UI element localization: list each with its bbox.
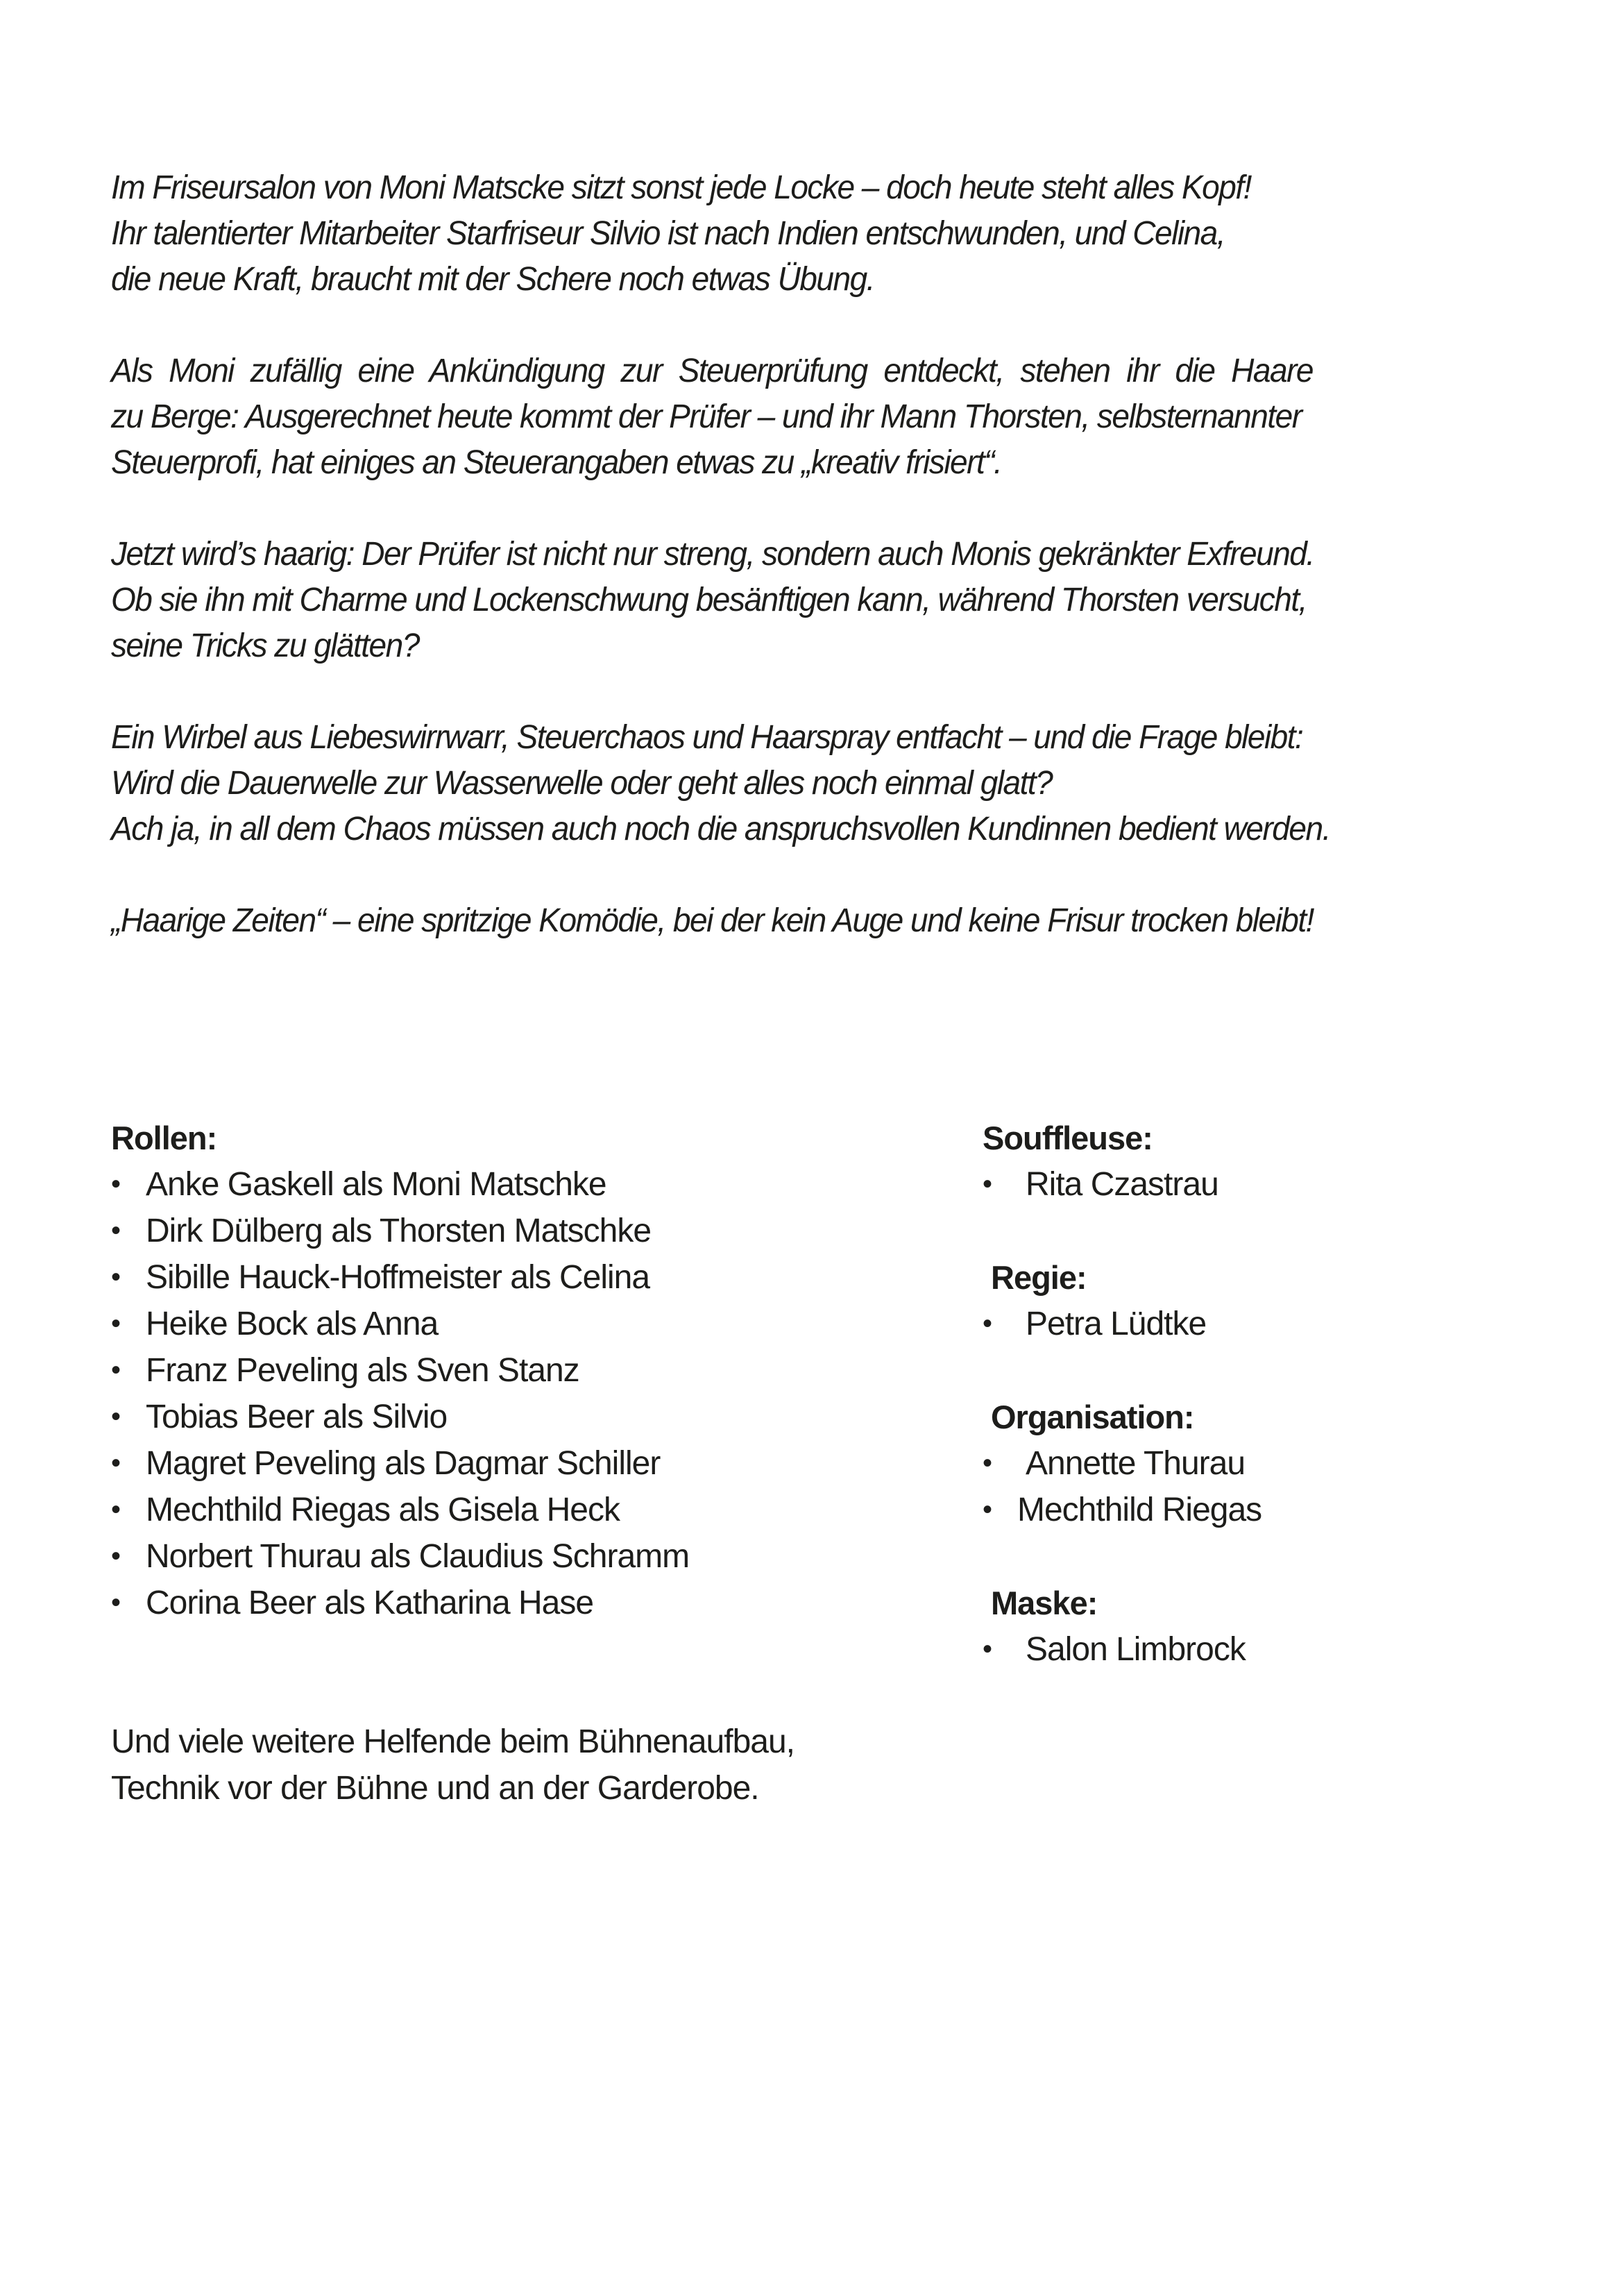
text-line: Im Friseursalon von Moni Matscke sitzt sonst jede Locke – doch heute steht alles Kopf! — [111, 169, 1251, 206]
crew-item — [983, 1487, 1468, 1533]
crew-item — [983, 1626, 1468, 1673]
crew-group-organisation — [983, 1394, 1468, 1533]
text-line: Jetzt wird’s haarig: Der Prüfer ist nicht nur streng, sondern auch Monis gekränkter Exfreund. — [111, 536, 1314, 573]
role-item — [111, 1487, 874, 1533]
bullet-icon: • — [983, 1448, 992, 1478]
synopsis-paragraph-3 — [111, 532, 1456, 669]
text-line: „Haarige Zeiten“ – eine spritzige Komödie, bei der kein Auge und keine Frisur trocken bleibt! — [111, 902, 1314, 939]
bullet-icon: • — [111, 1401, 121, 1432]
text-line: seine Tricks zu glätten? — [111, 627, 419, 664]
bullet-icon: • — [983, 1494, 992, 1525]
role-item — [111, 1440, 874, 1487]
bullet-icon: • — [111, 1541, 121, 1571]
roles-heading: Rollen: — [111, 1120, 217, 1156]
roles-section — [111, 1115, 874, 1626]
text-line: Ob sie ihn mit Charme und Lockenschwung besänftigen kann, während Thorsten versucht, — [111, 582, 1307, 618]
text-line: Technik vor der Bühne und an der Garderobe. — [111, 1770, 759, 1807]
crew-section — [983, 1115, 1468, 1719]
synopsis-tagline — [111, 898, 1456, 944]
text-line: die neue Kraft, braucht mit der Schere noch etwas Übung. — [111, 261, 874, 298]
bullet-icon: • — [111, 1587, 121, 1618]
crew-item — [983, 1440, 1468, 1487]
role-item — [111, 1301, 874, 1347]
crew-name: Petra Lüdtke — [1026, 1306, 1207, 1342]
crew-item — [983, 1301, 1468, 1347]
role-item — [111, 1533, 874, 1580]
bullet-icon: • — [111, 1215, 121, 1246]
crew-heading: Organisation: — [991, 1399, 1194, 1435]
bullet-icon: • — [983, 1169, 992, 1199]
text-line: zu Berge: Ausgerechnet heute kommt der Prüfer – und ihr Mann Thorsten, selbsternannter — [111, 398, 1302, 435]
crew-name: Annette Thurau — [1026, 1445, 1246, 1482]
bullet-icon: • — [983, 1634, 992, 1664]
role-text: Mechthild Riegas als Gisela Heck — [146, 1492, 620, 1528]
crew-item — [983, 1161, 1468, 1208]
text-line: Wird die Dauerwelle zur Wasserwelle oder geht alles noch einmal glatt? — [111, 765, 1053, 802]
synopsis-paragraph-2 — [111, 348, 1456, 486]
bullet-icon: • — [111, 1262, 121, 1292]
text-line: Steuerprofi, hat einiges an Steuerangaben etwas zu „kreativ frisiert“. — [111, 444, 1002, 481]
role-item — [111, 1347, 874, 1394]
crew-name: Rita Czastrau — [1026, 1166, 1218, 1203]
crew-name: Mechthild Riegas — [1017, 1492, 1262, 1528]
bullet-icon: • — [111, 1169, 121, 1199]
crew-heading: Regie: — [991, 1259, 1087, 1296]
crew-heading: Souffleuse: — [983, 1120, 1153, 1156]
text-line: Ein Wirbel aus Liebeswirrwarr, Steuerchaos und Haarspray entfacht – und die Frage bleibt: — [111, 719, 1303, 756]
bullet-icon: • — [111, 1494, 121, 1525]
crew-group-souffleuse — [983, 1115, 1468, 1208]
role-text: Heike Bock als Anna — [146, 1306, 439, 1342]
synopsis-paragraph-1 — [111, 165, 1456, 303]
bullet-icon: • — [111, 1448, 121, 1478]
bullet-icon: • — [111, 1355, 121, 1385]
role-item — [111, 1394, 874, 1440]
role-item — [111, 1254, 874, 1301]
crew-group-regie — [983, 1254, 1468, 1347]
role-text: Sibille Hauck-Hoffmeister als Celina — [146, 1259, 650, 1296]
role-item — [111, 1208, 874, 1254]
role-text: Franz Peveling als Sven Stanz — [146, 1352, 579, 1389]
role-text: Dirk Dülberg als Thorsten Matschke — [146, 1213, 652, 1249]
synopsis — [111, 165, 1513, 990]
crew-heading: Maske: — [991, 1585, 1098, 1621]
role-text: Anke Gaskell als Moni Matschke — [146, 1166, 606, 1203]
role-text: Tobias Beer als Silvio — [146, 1399, 448, 1435]
role-item — [111, 1161, 874, 1208]
text-line: Und viele weitere Helfende beim Bühnenaufbau, — [111, 1723, 795, 1760]
role-item — [111, 1580, 874, 1626]
text-line: Ach ja, in all dem Chaos müssen auch noch die anspruchsvollen Kundinnen bedient werden. — [111, 811, 1330, 847]
text-line: Als Moni zufällig eine Ankündigung zur Steuerprüfung entdeckt, stehen ihr die Haare — [111, 353, 1314, 389]
bullet-icon: • — [983, 1308, 992, 1339]
role-text: Corina Beer als Katharina Hase — [146, 1585, 594, 1621]
crew-name: Salon Limbrock — [1026, 1631, 1246, 1668]
role-text: Norbert Thurau als Claudius Schramm — [146, 1538, 690, 1575]
role-text: Magret Peveling als Dagmar Schiller — [146, 1445, 661, 1482]
bullet-icon: • — [111, 1308, 121, 1339]
helpers-note — [111, 1719, 794, 1812]
synopsis-paragraph-4 — [111, 715, 1456, 852]
text-line: Ihr talentierter Mitarbeiter Starfriseur Silvio ist nach Indien entschwunden, und Celina, — [111, 215, 1225, 252]
crew-group-maske — [983, 1580, 1468, 1673]
